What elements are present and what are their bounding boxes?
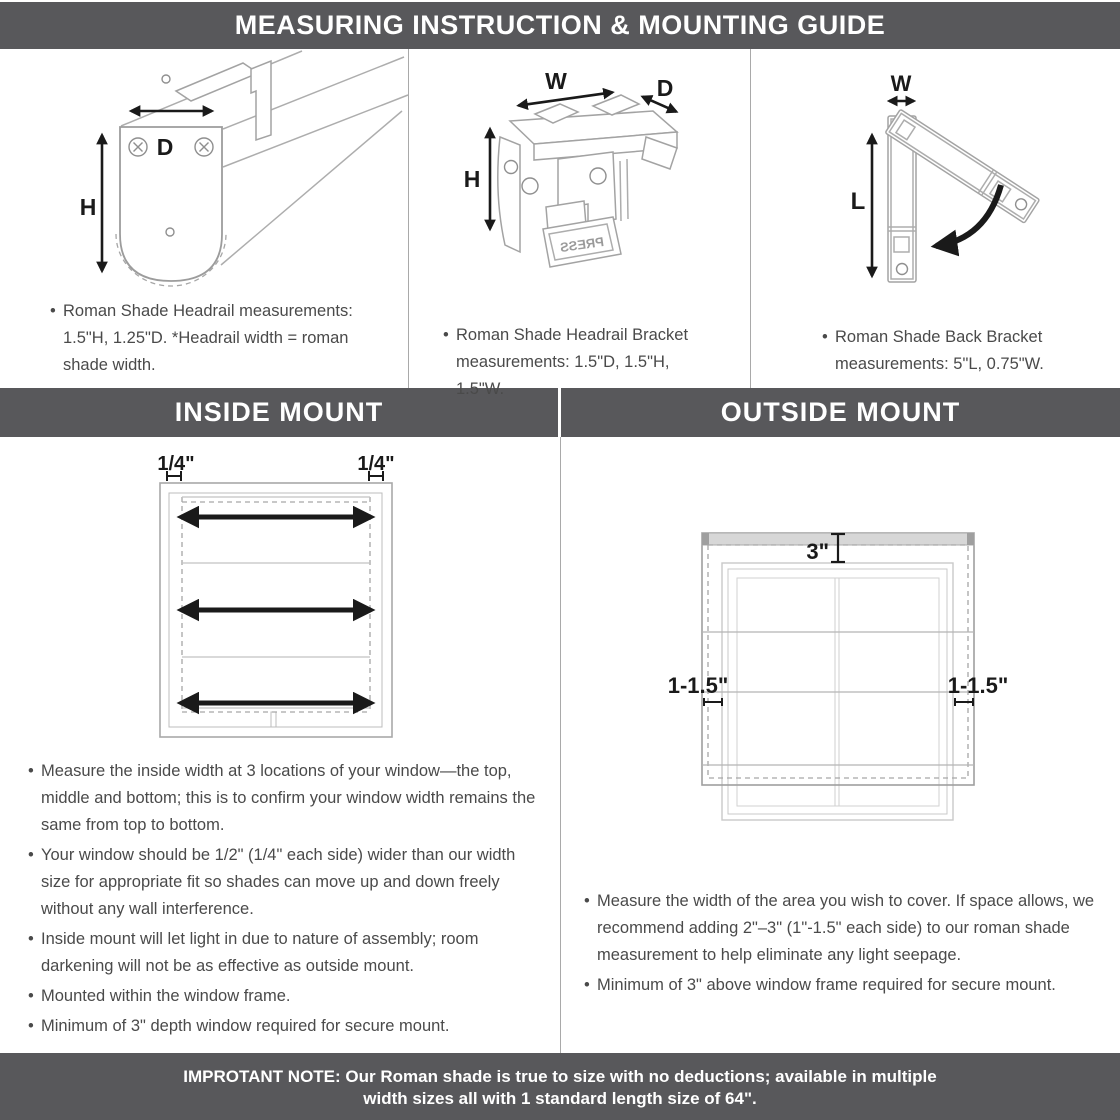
- headrail-bracket-caption: • Roman Shade Headrail Bracket measurements: 1.5"D, 1.5"H, 1.5"W.: [443, 322, 715, 406]
- instruction-item: • Minimum of 3" above window frame required for secure mount.: [584, 972, 1096, 999]
- gap-label-right: 1-1.5": [947, 673, 1009, 698]
- gap-label-right: 1/4": [357, 453, 395, 475]
- rail-top-bracket: [176, 63, 258, 101]
- back-bracket-diagram: [750, 49, 1120, 304]
- bracket-body: [498, 95, 677, 267]
- screw-icon: [129, 138, 147, 156]
- dim-label-width: W: [890, 71, 912, 96]
- instruction-item: • Measure the inside width at 3 locations of your window—the top, middle and bottom; this is to confirm your window width remains the same from top to bottom.: [28, 758, 544, 839]
- outside-mount-diagram: [561, 440, 1120, 840]
- instruction-item: • Your window should be 1/2" (1/4" each side) wider than our width size for appropriate fit so shades can move up and down freely without any wall interference.: [28, 842, 544, 923]
- dim-label-depth: D: [656, 75, 674, 101]
- instruction-item: • Mounted within the window frame.: [28, 983, 544, 1010]
- footer-note-bar: [0, 1053, 1120, 1120]
- dim-label-height: H: [463, 166, 481, 192]
- header-bar: [0, 2, 1120, 49]
- instruction-item: • Inside mount will let light in due to nature of assembly; room darkening will not be as effective as outside mount.: [28, 926, 544, 980]
- gap-tick-right: [955, 698, 973, 706]
- back-bracket-caption: • Roman Shade Back Bracket measurements: 5"L, 0.75"W.: [822, 324, 1072, 381]
- outside-mount-title: OUTSIDE MOUNT: [720, 397, 961, 427]
- gap-label-left: 1-1.5": [667, 673, 729, 698]
- footer-note: IMPROTANT NOTE: Our Roman shade is true to size with no deductions; available in multiple width sizes all with 1 standard length size of 64".: [183, 1066, 937, 1108]
- rail-l-bracket: [251, 61, 271, 140]
- inside-mount-diagram: [0, 440, 560, 760]
- gap-tick-left: [704, 698, 722, 706]
- inside-mount-title: INSIDE MOUNT: [174, 397, 384, 427]
- inside-mount-instructions: [28, 758, 544, 1043]
- instruction-item: • Measure the width of the area you wish to cover. If space allows, we recommend adding 2"–3" (1"-1.5" each side) to our roman shade measurement to help eliminate any light seepage.: [584, 888, 1096, 969]
- headrail-bracket-diagram: [408, 49, 750, 339]
- gap-label-top: 3": [806, 539, 829, 564]
- outside-mount-instructions: [584, 888, 1096, 1002]
- dim-label-width: W: [545, 68, 567, 94]
- dim-label-length: L: [850, 188, 866, 215]
- page-title: MEASURING INSTRUCTION & MOUNTING GUIDE: [234, 10, 886, 40]
- headrail-caption: • Roman Shade Headrail measurements: 1.5"H, 1.25"D. *Headrail width = roman shade width.: [50, 298, 372, 382]
- instruction-item: • Minimum of 3" depth window required for secure mount.: [28, 1013, 544, 1040]
- headrail-diagram: [0, 49, 408, 297]
- roman-shade: [702, 533, 974, 785]
- press-label: PRESS: [559, 234, 605, 255]
- screw-icon: [195, 138, 213, 156]
- dim-label-depth: D: [156, 134, 174, 160]
- dim-label-height: H: [79, 194, 97, 220]
- gap-label-left: 1/4": [157, 453, 195, 475]
